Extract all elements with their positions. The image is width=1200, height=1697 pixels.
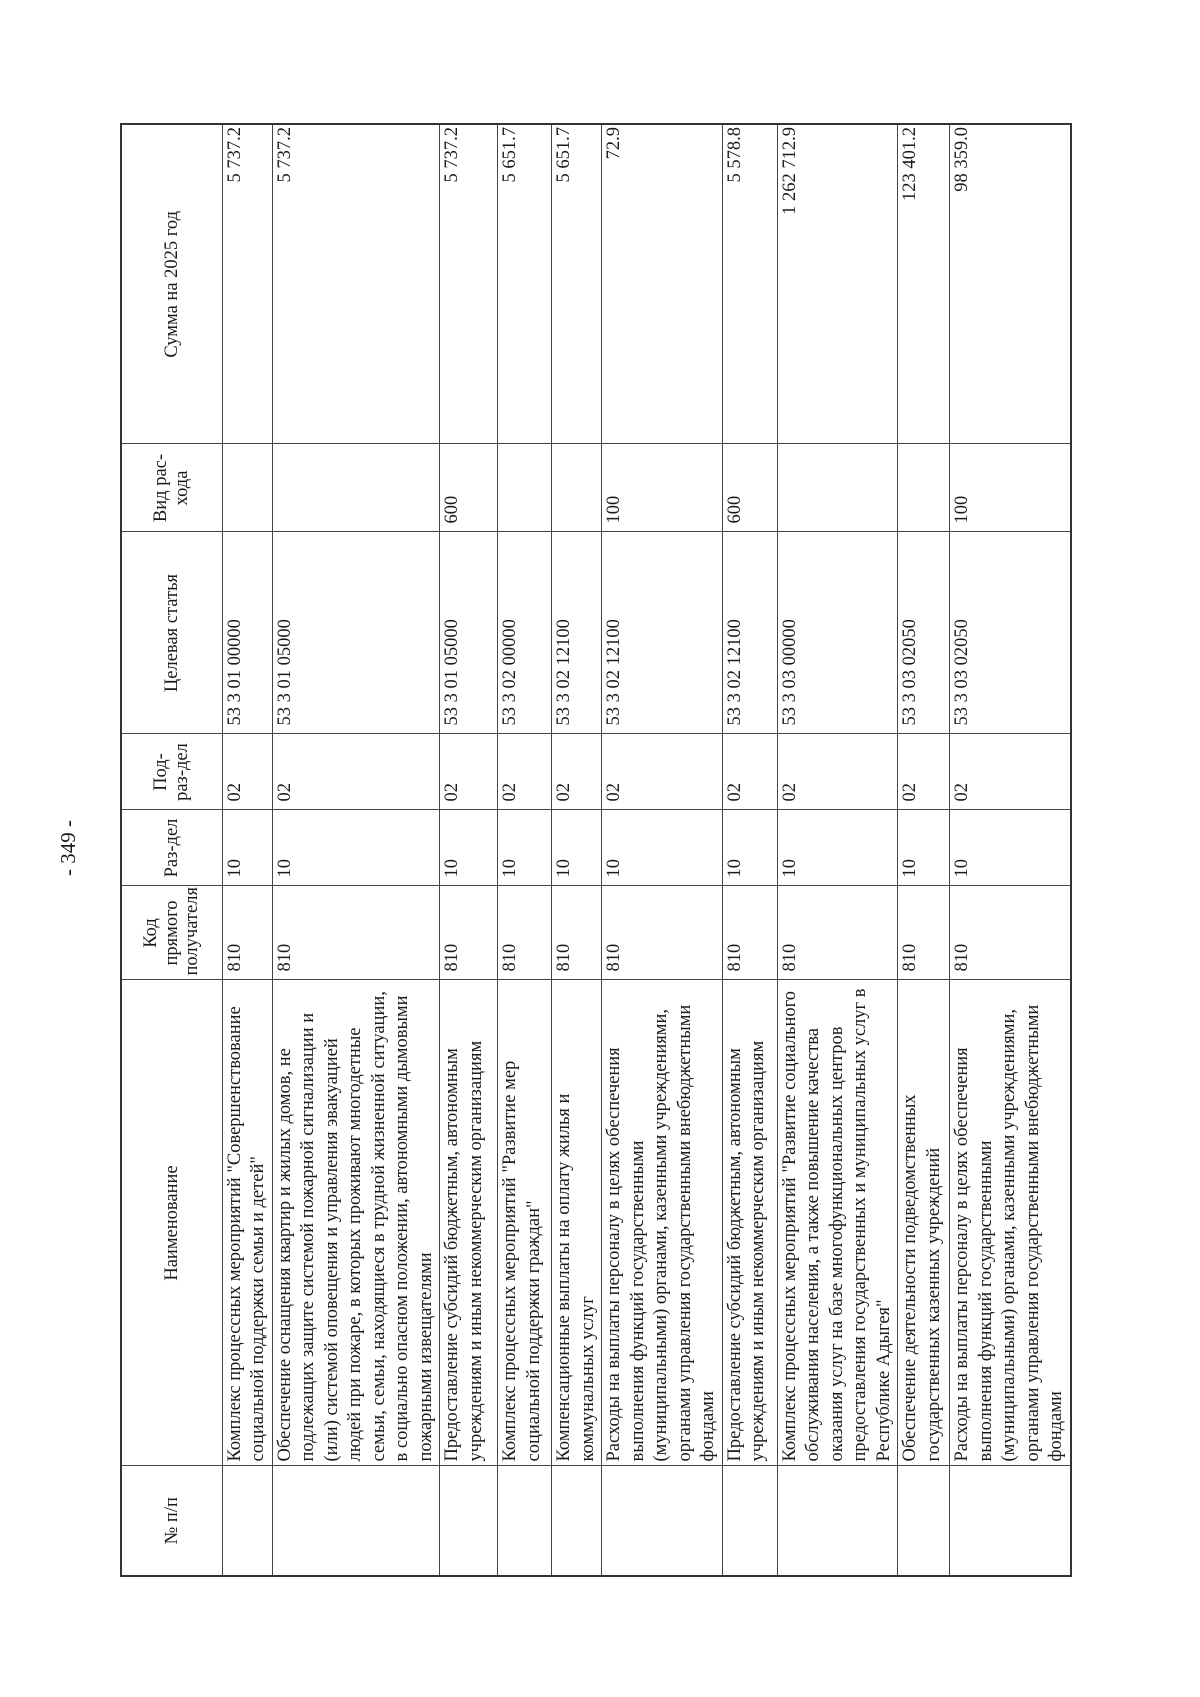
cell-expense: 600 bbox=[722, 444, 777, 532]
cell-expense: 100 bbox=[602, 444, 722, 532]
cell-recipient: 810 bbox=[498, 886, 552, 980]
cell-section: 10 bbox=[552, 810, 602, 886]
cell-section: 10 bbox=[602, 810, 722, 886]
cell-num bbox=[602, 1466, 722, 1576]
cell-target: 53 3 01 05000 bbox=[440, 532, 498, 734]
cell-section: 10 bbox=[722, 810, 777, 886]
cell-target: 53 3 02 12100 bbox=[602, 532, 722, 734]
table-row bbox=[722, 124, 777, 1576]
cell-num bbox=[722, 1466, 777, 1576]
cell-expense bbox=[777, 444, 897, 532]
cell-name: Обеспечение оснащения квартир и жилых домов, не подлежащих защите системой пожарной сигнализации и (или) системой оповещения и управления эвакуацией людей при пожаре, в которых проживают многодетные семьи, семьи, находящиеся в трудной жизненной ситуации, в социально опасном положении, автономными дымовыми пожарными извещателями bbox=[272, 980, 439, 1466]
cell-subsection: 02 bbox=[272, 734, 439, 810]
cell-recipient: 810 bbox=[440, 886, 498, 980]
cell-subsection: 02 bbox=[777, 734, 897, 810]
table-row bbox=[602, 124, 722, 1576]
cell-recipient: 810 bbox=[722, 886, 777, 980]
cell-name: Комплекс процессных мероприятий "Развитие мер социальной поддержки граждан" bbox=[498, 980, 552, 1466]
header-section: Раз-дел bbox=[121, 810, 223, 886]
table-row bbox=[777, 124, 897, 1576]
header-name: Наименование bbox=[121, 980, 223, 1466]
cell-name: Предоставление субсидий бюджетным, автономным учреждениям и иным некоммерческим организациям bbox=[722, 980, 777, 1466]
cell-sum: 123 401.2 bbox=[898, 124, 950, 444]
cell-target: 53 3 03 02050 bbox=[950, 532, 1071, 734]
cell-num bbox=[898, 1466, 950, 1576]
budget-table bbox=[120, 123, 1072, 1577]
cell-target: 53 3 03 00000 bbox=[777, 532, 897, 734]
cell-subsection: 02 bbox=[722, 734, 777, 810]
header-target: Целевая статья bbox=[121, 532, 223, 734]
header-subsection: Под-раз-дел bbox=[121, 734, 223, 810]
cell-sum: 1 262 712.9 bbox=[777, 124, 897, 444]
cell-target: 53 3 02 12100 bbox=[722, 532, 777, 734]
cell-section: 10 bbox=[950, 810, 1071, 886]
cell-sum: 5 651.7 bbox=[498, 124, 552, 444]
table-row bbox=[950, 124, 1071, 1576]
cell-target: 53 3 03 02050 bbox=[898, 532, 950, 734]
cell-recipient: 810 bbox=[898, 886, 950, 980]
header-num: № п/п bbox=[121, 1466, 223, 1576]
cell-num bbox=[552, 1466, 602, 1576]
cell-recipient: 810 bbox=[272, 886, 439, 980]
cell-expense bbox=[498, 444, 552, 532]
cell-num bbox=[440, 1466, 498, 1576]
cell-name: Компенсационные выплаты на оплату жилья и коммунальных услуг bbox=[552, 980, 602, 1466]
cell-sum: 5 737.2 bbox=[272, 124, 439, 444]
cell-recipient: 810 bbox=[602, 886, 722, 980]
cell-sum: 5 578.8 bbox=[722, 124, 777, 444]
cell-name: Обеспечение деятельности подведомственных государственных казенных учреждений bbox=[898, 980, 950, 1466]
cell-recipient: 810 bbox=[777, 886, 897, 980]
cell-subsection: 02 bbox=[602, 734, 722, 810]
cell-recipient: 810 bbox=[950, 886, 1071, 980]
cell-target: 53 3 02 00000 bbox=[498, 532, 552, 734]
header-expense: Вид рас-хода bbox=[121, 444, 223, 532]
cell-expense bbox=[898, 444, 950, 532]
cell-name: Комплекс процессных мероприятий "Развитие социального обслуживания населения, а также повышение качества оказания услуг на базе многофункциональных центров предоставления государственных и муниципальных услуг в Республике Адыгея" bbox=[777, 980, 897, 1466]
cell-section: 10 bbox=[777, 810, 897, 886]
page-number: - 349 - bbox=[56, 820, 80, 876]
cell-section: 10 bbox=[440, 810, 498, 886]
cell-recipient: 810 bbox=[552, 886, 602, 980]
cell-sum: 5 737.2 bbox=[223, 124, 273, 444]
cell-subsection: 02 bbox=[498, 734, 552, 810]
cell-expense bbox=[552, 444, 602, 532]
table-row bbox=[440, 124, 498, 1576]
table-row bbox=[223, 124, 273, 1576]
cell-sum: 5 737.2 bbox=[440, 124, 498, 444]
cell-sum: 72.9 bbox=[602, 124, 722, 444]
cell-section: 10 bbox=[898, 810, 950, 886]
cell-recipient: 810 bbox=[223, 886, 273, 980]
cell-section: 10 bbox=[272, 810, 439, 886]
cell-subsection: 02 bbox=[950, 734, 1071, 810]
table-body bbox=[223, 124, 1071, 1576]
cell-target: 53 3 01 05000 bbox=[272, 532, 439, 734]
cell-subsection: 02 bbox=[440, 734, 498, 810]
header-recipient: Код прямого получателя bbox=[121, 886, 223, 980]
cell-num bbox=[498, 1466, 552, 1576]
table-header-row bbox=[121, 124, 223, 1576]
cell-sum: 5 651.7 bbox=[552, 124, 602, 444]
cell-num bbox=[223, 1466, 273, 1576]
cell-name: Комплекс процессных мероприятий "Совершенствование социальной поддержки семьи и детей" bbox=[223, 980, 273, 1466]
cell-num bbox=[950, 1466, 1071, 1576]
table-row bbox=[498, 124, 552, 1576]
cell-expense: 100 bbox=[950, 444, 1071, 532]
cell-num bbox=[272, 1466, 439, 1576]
header-sum: Сумма на 2025 год bbox=[121, 124, 223, 444]
cell-num bbox=[777, 1466, 897, 1576]
cell-subsection: 02 bbox=[223, 734, 273, 810]
cell-name: Расходы на выплаты персоналу в целях обеспечения выполнения функций государственными (муниципальными) органами, казенными учреждениями, органами управления государственными внебюджетными фондами bbox=[602, 980, 722, 1466]
cell-expense bbox=[223, 444, 273, 532]
table-row bbox=[272, 124, 439, 1576]
cell-target: 53 3 01 00000 bbox=[223, 532, 273, 734]
cell-section: 10 bbox=[223, 810, 273, 886]
rotated-page-content bbox=[120, 125, 1070, 1577]
cell-expense: 600 bbox=[440, 444, 498, 532]
cell-name: Расходы на выплаты персоналу в целях обеспечения выполнения функций государственными (муниципальными) органами, казенными учреждениями, органами управления государственными внебюджетными фондами bbox=[950, 980, 1071, 1466]
cell-section: 10 bbox=[498, 810, 552, 886]
table-row bbox=[898, 124, 950, 1576]
cell-name: Предоставление субсидий бюджетным, автономным учреждениям и иным некоммерческим организациям bbox=[440, 980, 498, 1466]
cell-expense bbox=[272, 444, 439, 532]
cell-subsection: 02 bbox=[898, 734, 950, 810]
table-row bbox=[552, 124, 602, 1576]
cell-sum: 98 359.0 bbox=[950, 124, 1071, 444]
cell-subsection: 02 bbox=[552, 734, 602, 810]
cell-target: 53 3 02 12100 bbox=[552, 532, 602, 734]
